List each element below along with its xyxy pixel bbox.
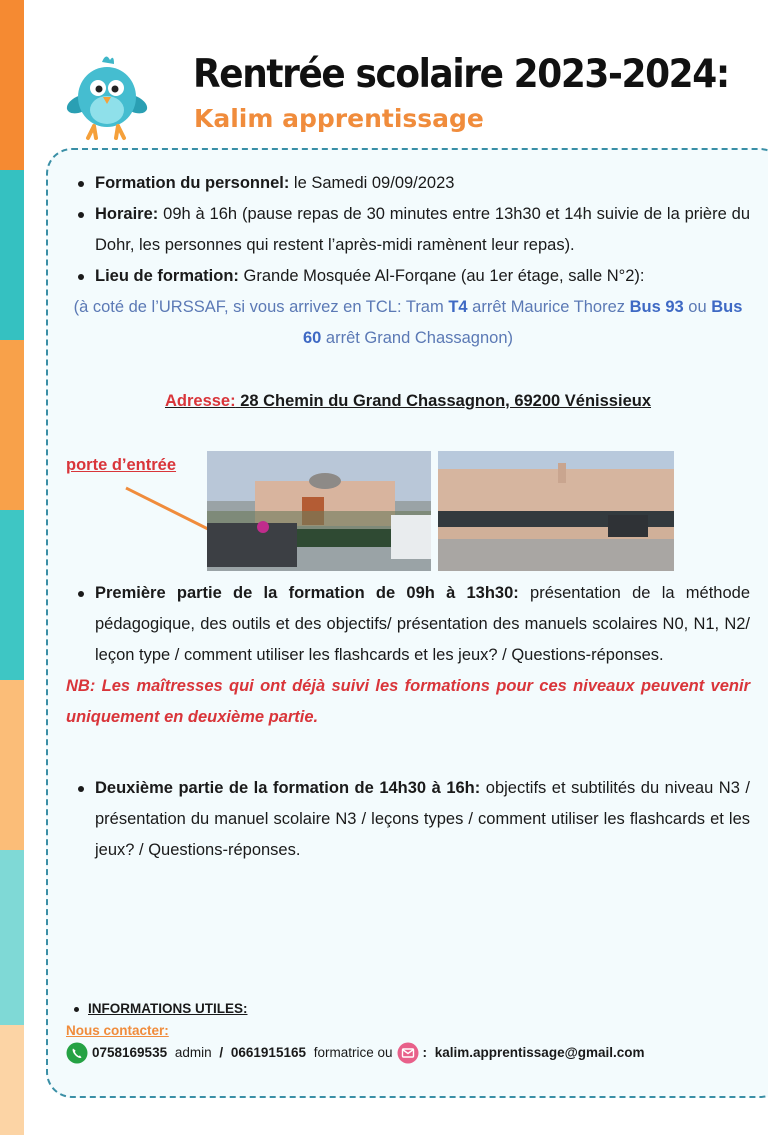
admin-label: admin [171, 1045, 216, 1060]
stripe-teal-2 [0, 510, 24, 680]
general-info-list [66, 168, 750, 292]
info-heading: INFORMATIONS UTILES: [66, 998, 766, 1020]
address-label: Adresse: [164, 392, 236, 410]
photo-caption: porte d’entrée [66, 456, 177, 474]
access-text: arrêt Grand Chassagnon) [321, 329, 514, 347]
horaire-label: Horaire: [95, 205, 159, 223]
email-address[interactable]: kalim.apprentissage@gmail.com [434, 1045, 645, 1060]
part1-list [66, 578, 750, 671]
list-item [66, 578, 750, 671]
access-text: arrêt Maurice Thorez [467, 298, 630, 316]
bus-line: Bus 93 [629, 298, 684, 316]
contact-row [66, 1042, 766, 1064]
bus-line: Bus 60 [302, 298, 743, 347]
formation-text: le Samedi 09/09/2023 [289, 174, 455, 192]
stripe-orange-2 [0, 340, 24, 510]
phone-admin[interactable]: 0758169535 [92, 1045, 168, 1060]
stripe-peach-1 [0, 680, 24, 850]
address-value: 28 Chemin du Grand Chassagnon, 69200 Vénissieux [235, 392, 652, 410]
page-title: Rentrée scolaire 2023-2024: [193, 52, 729, 97]
entrance-photo [207, 451, 431, 571]
part2-text: objectifs et subtilités du niveau N3 / présentation du manuel scolaire N3 / leçons types / comment utiliser les flashcards et les jeux? / Questions-réponses. [95, 779, 750, 859]
formation-label: Formation du personnel: [95, 174, 290, 192]
horaire-text: 09h à 16h (pause repas de 30 minutes entre 13h30 et 14h suivie de la prière du Dohr, les personnes qui restent l’après-midi ramènent leur repas). [95, 205, 750, 254]
email-prefix: : [422, 1045, 431, 1060]
bird-mascot-icon [62, 52, 152, 142]
main-content [66, 168, 750, 417]
program-content [66, 578, 750, 866]
page-subtitle: Kalim apprentissage [194, 104, 484, 133]
stripe-teal-3 [0, 850, 24, 1025]
list-item [66, 199, 750, 261]
phone-formatrice[interactable]: 0661915165 [230, 1045, 306, 1060]
access-note [66, 292, 750, 354]
lieu-text: Grande Mosquée Al-Forqane (au 1er étage, salle N°2): [238, 267, 645, 285]
address [66, 386, 750, 417]
part2-list [66, 773, 750, 866]
building-photo [438, 451, 674, 571]
nb-note: NB: Les maîtresses qui ont déjà suivi les formations pour ces niveaux peuvent venir uniquement en deuxième partie. [66, 677, 750, 726]
mail-icon [397, 1042, 419, 1064]
useful-info [66, 998, 766, 1064]
part2-label: Deuxième partie de la formation de 14h30 à 16h: [95, 779, 481, 797]
stripe-peach-2 [0, 1025, 24, 1135]
part1-label: Première partie de la formation de 09h à 13h30: [95, 584, 519, 602]
list-item [66, 168, 750, 199]
lieu-label: Lieu de formation: [95, 267, 239, 285]
list-item [66, 773, 750, 866]
whatsapp-icon [66, 1042, 88, 1064]
contact-label: Nous contacter: [66, 1023, 169, 1038]
formatrice-label: formatrice ou [309, 1045, 393, 1060]
access-text: ou [683, 298, 712, 316]
separator: / [219, 1045, 227, 1060]
access-text: (à coté de l’URSSAF, si vous arrivez en TCL: Tram [73, 298, 449, 316]
stripe-teal-1 [0, 170, 24, 340]
stripe-orange-1 [0, 0, 24, 170]
tram-line: T4 [448, 298, 468, 316]
list-item [66, 261, 750, 292]
part1-text: présentation de la méthode pédagogique, des outils et des objectifs/ présentation des manuels scolaires N0, N1, N2/ leçon type / comment utiliser les flashcards et les jeux? / Questions-réponses. [95, 584, 750, 664]
